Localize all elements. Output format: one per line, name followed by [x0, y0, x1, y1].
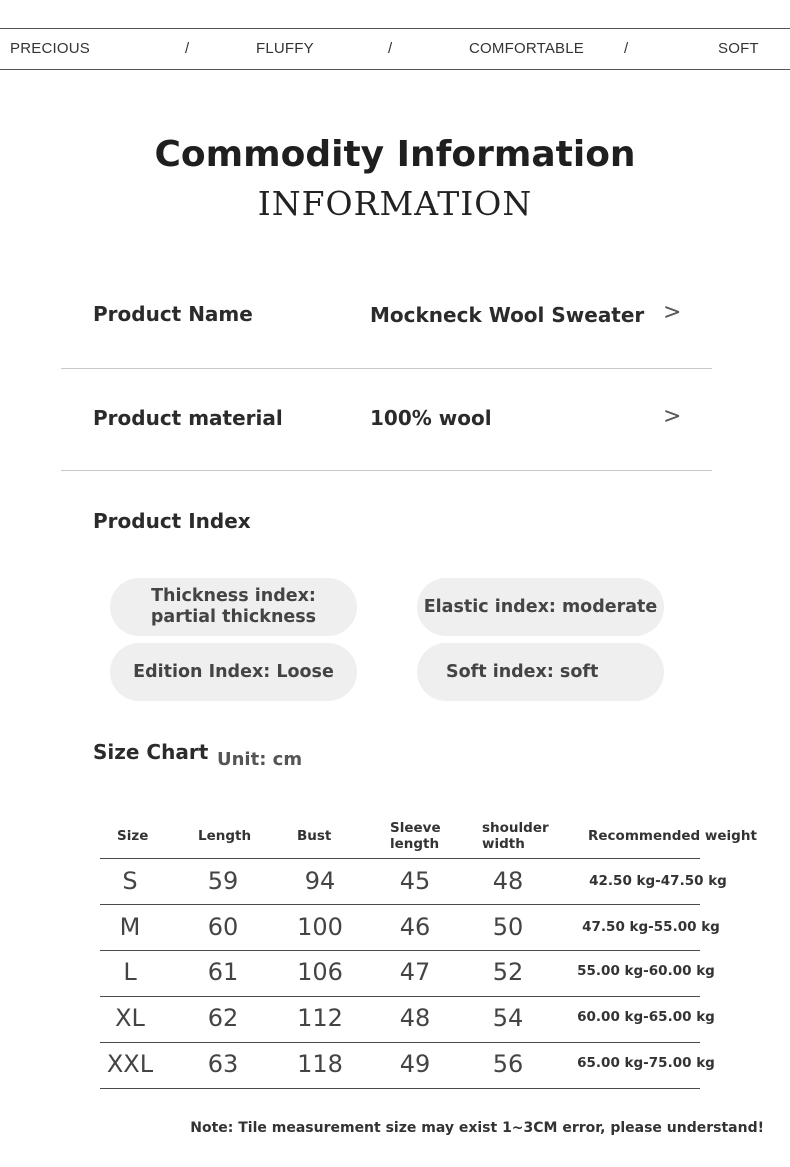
cell-shoulder: 50: [492, 913, 524, 941]
product-name-label: Product Name: [93, 302, 253, 326]
cell-bust: 118: [297, 1050, 343, 1078]
cell-size: S: [122, 867, 138, 895]
header-length: Length: [198, 828, 252, 844]
cell-size: XXL: [106, 1050, 154, 1078]
table-rule: [100, 858, 700, 859]
cell-weight: 60.00 kg-65.00 kg: [577, 1009, 715, 1025]
header-bust: Bust: [297, 828, 332, 844]
cell-length: 59: [207, 867, 239, 895]
cell-sleeve: 49: [399, 1050, 431, 1078]
cell-weight: 55.00 kg-60.00 kg: [577, 963, 715, 979]
tag-separator: /: [185, 40, 190, 57]
cell-length: 60: [207, 913, 239, 941]
cell-size: M: [119, 913, 141, 941]
cell-weight: 65.00 kg-75.00 kg: [577, 1055, 715, 1071]
unit-label: Unit: cm: [217, 749, 303, 770]
header-shoulder-width: shoulder width: [482, 820, 549, 852]
cell-size: L: [123, 958, 137, 986]
cell-bust: 100: [297, 913, 343, 941]
product-material-value: 100% wool: [370, 406, 492, 430]
tag-precious: PRECIOUS: [10, 40, 90, 57]
header-size: Size: [117, 828, 149, 844]
divider: [61, 368, 712, 369]
cell-shoulder: 56: [492, 1050, 524, 1078]
cell-length: 62: [207, 1004, 239, 1032]
table-rule: [100, 1088, 700, 1089]
measurement-note: Note: Tile measurement size may exist 1~3CM error, please understand!: [190, 1120, 764, 1136]
product-name-value: Mockneck Wool Sweater: [370, 303, 645, 327]
chevron-right-icon: >: [663, 300, 682, 325]
cell-shoulder: 48: [492, 867, 524, 895]
thickness-index-pill: Thickness index: partial thickness: [110, 578, 357, 636]
header-sleeve-length: Sleeve length: [390, 820, 441, 852]
page-title: Commodity Information: [154, 134, 636, 175]
tag-comfortable: COMFORTABLE: [469, 40, 584, 57]
cell-sleeve: 48: [399, 1004, 431, 1032]
table-rule: [100, 1042, 700, 1043]
table-rule: [100, 904, 700, 905]
cell-bust: 106: [297, 958, 343, 986]
edition-index-pill: Edition Index: Loose: [110, 643, 357, 701]
cell-weight: 42.50 kg-47.50 kg: [589, 873, 727, 889]
product-index-label: Product Index: [93, 509, 251, 533]
cell-size: XL: [115, 1004, 145, 1032]
tag-fluffy: FLUFFY: [256, 40, 314, 57]
cell-sleeve: 47: [399, 958, 431, 986]
tag-bar: [0, 28, 790, 70]
cell-weight: 47.50 kg-55.00 kg: [582, 919, 720, 935]
cell-bust: 112: [297, 1004, 343, 1032]
tag-separator: /: [388, 40, 393, 57]
cell-length: 61: [207, 958, 239, 986]
header-recommended-weight: Recommended weight: [588, 828, 757, 844]
cell-sleeve: 46: [399, 913, 431, 941]
tag-soft: SOFT: [718, 40, 759, 57]
cell-sleeve: 45: [399, 867, 431, 895]
tag-separator: /: [624, 40, 629, 57]
chevron-right-icon: >: [663, 404, 682, 429]
table-rule: [100, 950, 700, 951]
page-subtitle: INFORMATION: [257, 184, 533, 223]
cell-shoulder: 54: [492, 1004, 524, 1032]
elastic-index-pill: Elastic index: moderate: [417, 578, 664, 636]
cell-length: 63: [207, 1050, 239, 1078]
cell-shoulder: 52: [492, 958, 524, 986]
product-material-label: Product material: [93, 406, 283, 430]
size-chart-label: Size Chart: [93, 740, 209, 764]
table-rule: [100, 996, 700, 997]
divider: [61, 470, 712, 471]
cell-bust: 94: [304, 867, 336, 895]
soft-index-pill: Soft index: soft: [417, 643, 664, 701]
